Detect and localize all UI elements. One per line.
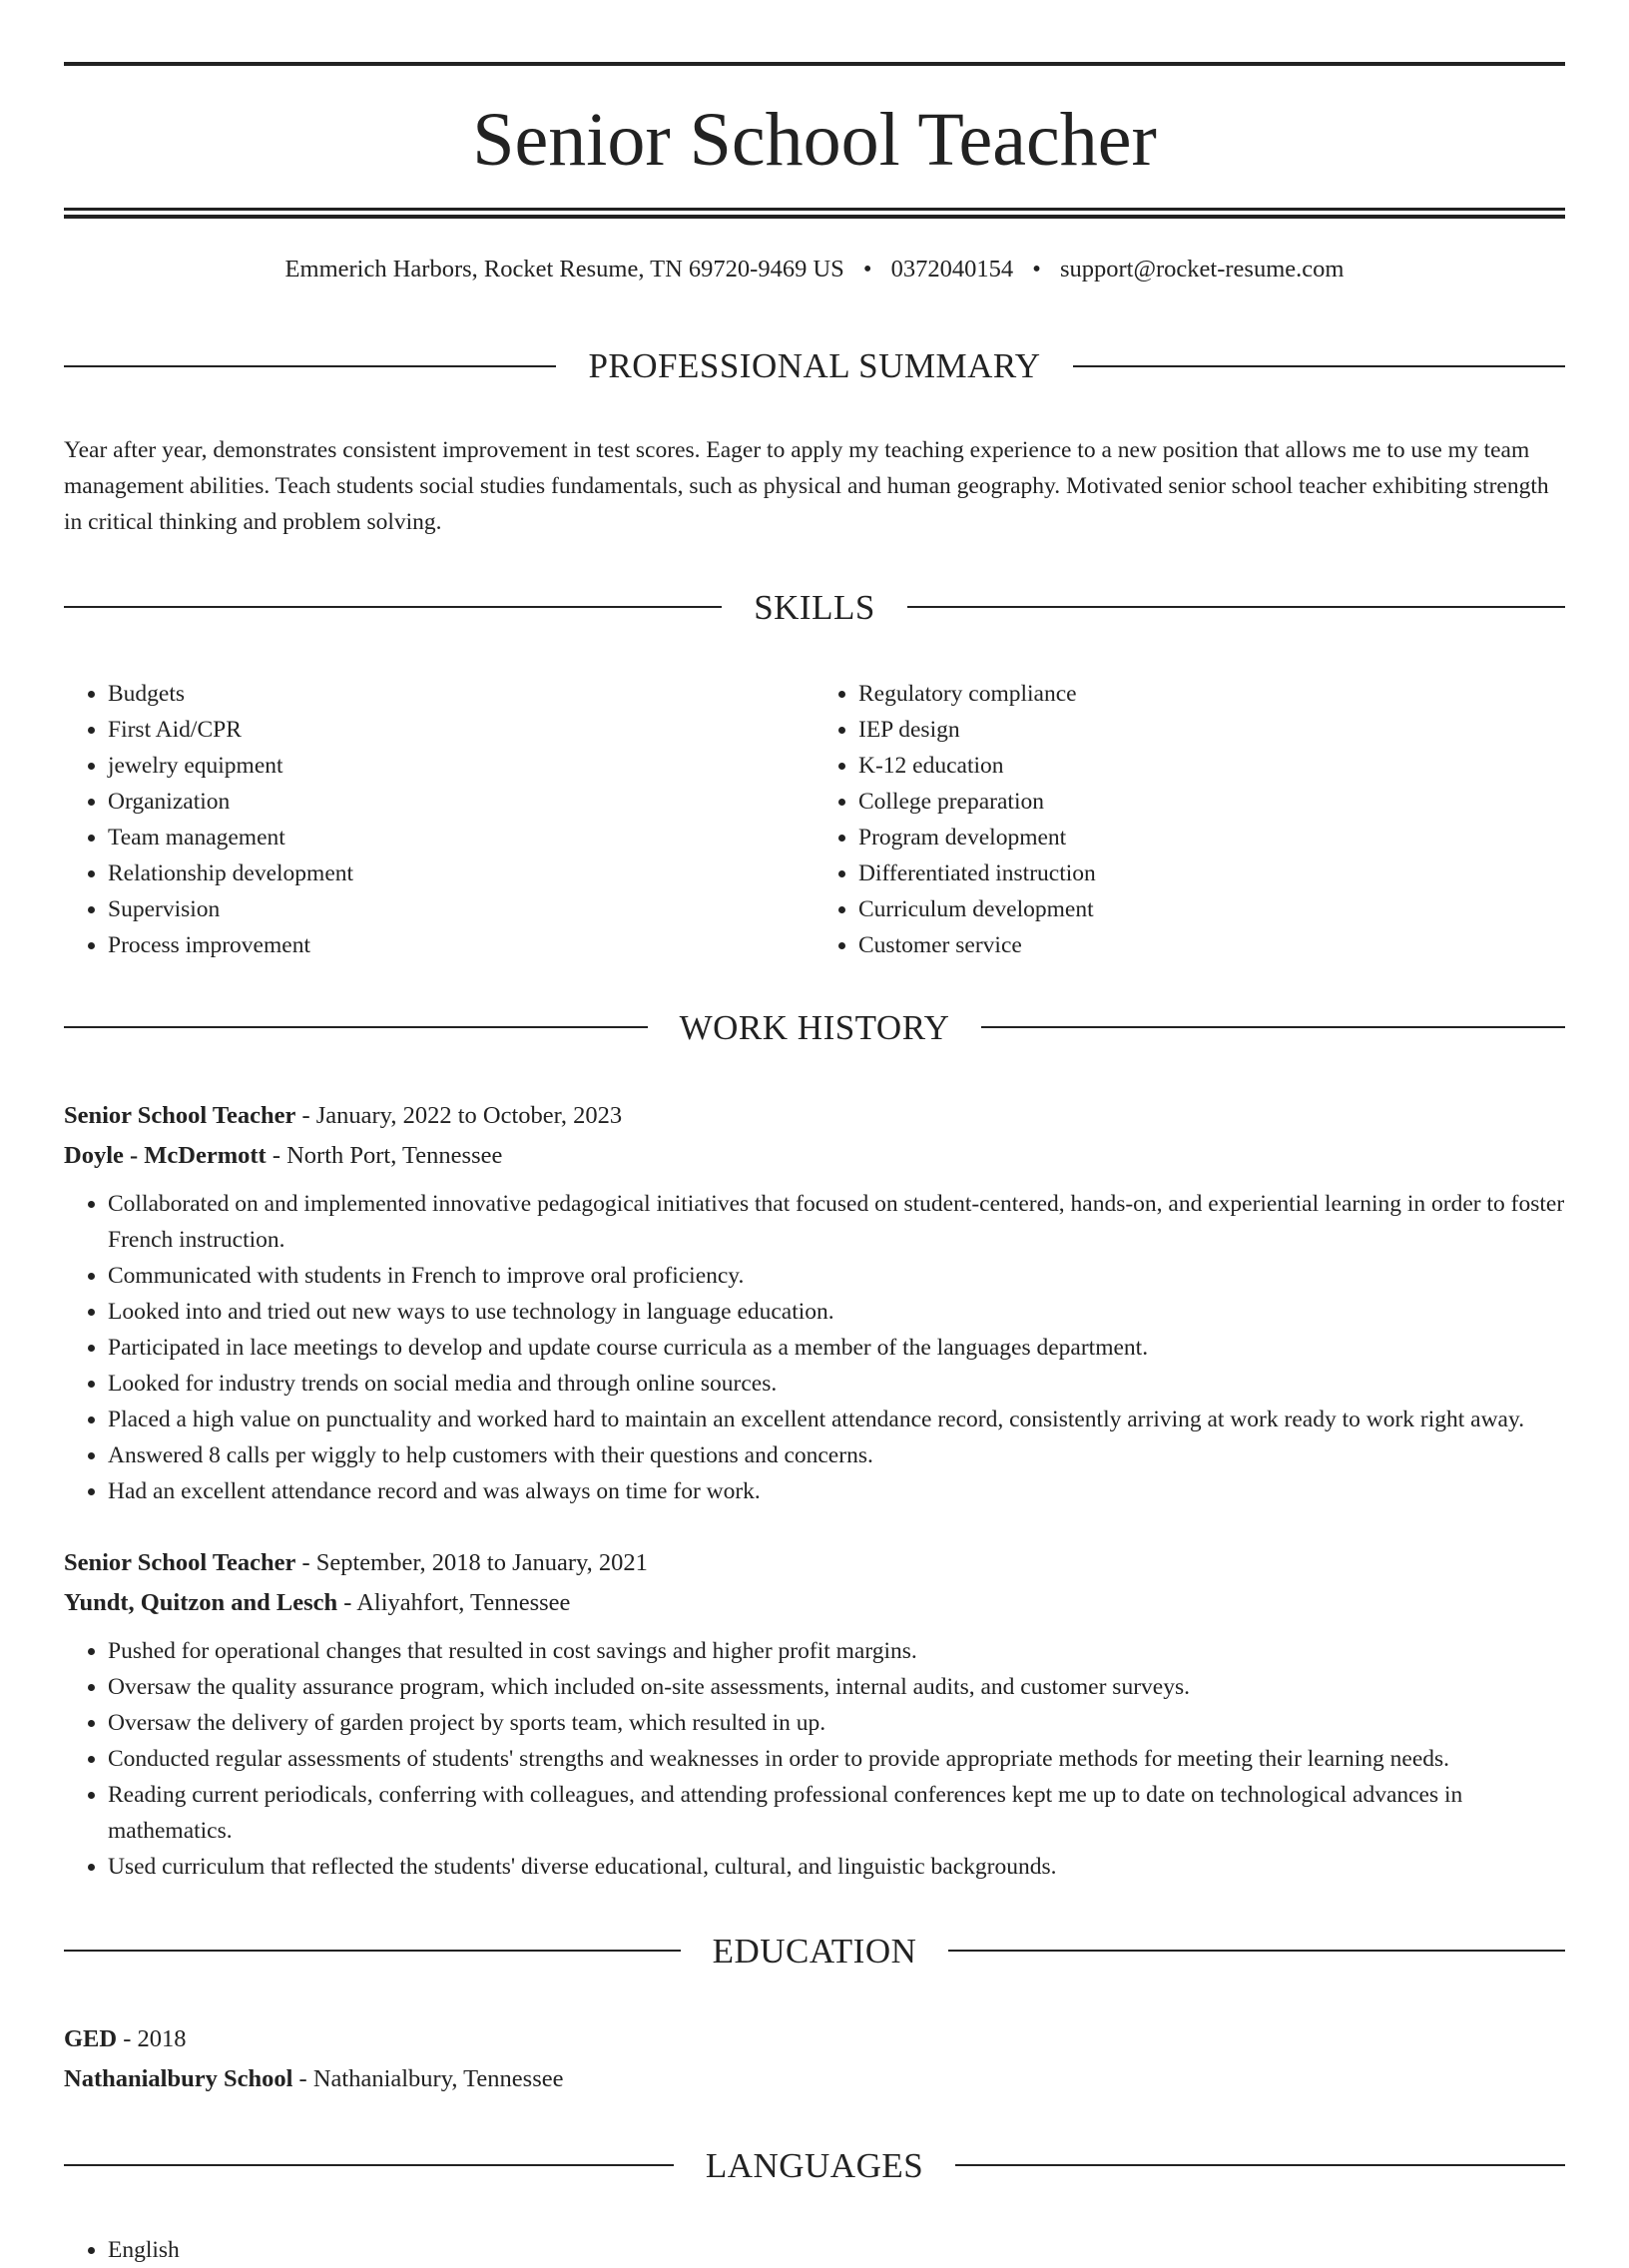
job-bullet: • Collaborated on and implemented innovative pedagogical initiatives that focused on student-centered, hands-on, and experiential learning in order to foster French instruction.	[108, 1186, 1565, 1258]
contact-separator: •	[1032, 256, 1041, 283]
education-school: Nathanialbury School	[64, 2064, 293, 2092]
skills-list	[64, 676, 1565, 963]
job-title-line	[64, 1096, 1565, 1136]
heading-rule	[64, 606, 722, 608]
skill-item: • Regulatory compliance	[858, 676, 1565, 712]
heading-rule	[1073, 365, 1565, 367]
job-bullet: • Looked for industry trends on social media and through online sources.	[108, 1366, 1565, 1402]
skills-heading	[64, 560, 1565, 653]
education-heading-text: EDUCATION	[712, 1931, 917, 1971]
heading-rule	[981, 1026, 1565, 1028]
summary-heading-text: PROFESSIONAL SUMMARY	[588, 346, 1041, 386]
heading-rule	[955, 2164, 1565, 2166]
skill-item: • Differentiated instruction	[858, 855, 1565, 891]
skill-item: • jewelry equipment	[108, 748, 814, 784]
job-company-line	[64, 1136, 1565, 1176]
contact-line	[64, 255, 1565, 284]
heading-rule	[64, 2164, 674, 2166]
skills-column-left	[64, 676, 814, 963]
contact-phone: 0372040154	[890, 256, 1014, 283]
summary-heading	[64, 319, 1565, 412]
job-bullet: • Answered 8 calls per wiggly to help customers with their questions and concerns.	[108, 1437, 1565, 1473]
skill-item: • K-12 education	[858, 748, 1565, 784]
heading-rule	[64, 1026, 648, 1028]
job-company: Yundt, Quitzon and Lesch	[64, 1588, 338, 1616]
skill-item: • Process improvement	[108, 927, 814, 963]
skill-item: • First Aid/CPR	[108, 712, 814, 748]
job-entry	[64, 1543, 1565, 1885]
summary-text: Year after year, demonstrates consistent improvement in test scores. Eager to apply my teaching experience to a new position that allows me to use my team management abilities. Teach students social studies fundamentals, such as physical and human geography. Motivated senior school teacher exhibiting strength in critical thinking and problem solving.	[64, 437, 1549, 536]
job-company-line	[64, 1583, 1565, 1623]
heading-rule	[64, 365, 556, 367]
skill-item: • Relationship development	[108, 855, 814, 891]
job-bullet: • Conducted regular assessments of students' strengths and weaknesses in order to provide appropriate methods for meeting their learning needs.	[108, 1741, 1565, 1777]
resume-title: Senior School Teacher	[472, 98, 1157, 182]
education-degree: GED	[64, 2024, 118, 2052]
contact-address: Emmerich Harbors, Rocket Resume, TN 69720-9469 US	[284, 256, 844, 283]
job-bullet: • Placed a high value on punctuality and worked hard to maintain an excellent attendance record, consistently arriving at work ready to work right away.	[108, 1402, 1565, 1437]
education-heading	[64, 1905, 1565, 1997]
contact-separator: •	[862, 256, 872, 283]
skill-item: • Curriculum development	[858, 891, 1565, 927]
job-location: - North Port, Tennessee	[266, 1141, 503, 1169]
work-heading-text: WORK HISTORY	[679, 1007, 950, 1047]
job-bullet: • Pushed for operational changes that resulted in cost savings and higher profit margins.	[108, 1633, 1565, 1669]
education-entry	[64, 2019, 1565, 2099]
skill-item: • College preparation	[858, 784, 1565, 820]
skill-item: • Program development	[858, 820, 1565, 855]
heading-rule	[64, 1950, 681, 1952]
double-rule	[64, 208, 1565, 219]
contact-email: support@rocket-resume.com	[1059, 256, 1345, 283]
job-title: Senior School Teacher	[64, 1548, 296, 1576]
job-bullet: • Had an excellent attendance record and was always on time for work.	[108, 1473, 1565, 1509]
job-location: - Aliyahfort, Tennessee	[337, 1588, 571, 1616]
skills-column-right	[814, 676, 1565, 963]
job-bullet: • Communicated with students in French to improve oral proficiency.	[108, 1258, 1565, 1294]
job-bullets	[64, 1633, 1565, 1885]
job-title-line	[64, 1543, 1565, 1583]
skills-heading-text: SKILLS	[754, 587, 875, 627]
job-dates: - September, 2018 to January, 2021	[295, 1548, 648, 1576]
job-company: Doyle - McDermott	[64, 1141, 267, 1169]
skill-item: • IEP design	[858, 712, 1565, 748]
job-bullet: • Reading current periodicals, conferring with colleagues, and attending professional conferences kept me up to date on technological advances in mathematics.	[108, 1777, 1565, 1849]
skill-item: • Budgets	[108, 676, 814, 712]
education-year: - 2018	[117, 2024, 187, 2052]
work-heading	[64, 981, 1565, 1074]
job-entry	[64, 1096, 1565, 1509]
job-dates: - January, 2022 to October, 2023	[295, 1101, 623, 1129]
job-bullet: • Used curriculum that reflected the students' diverse educational, cultural, and linguistic backgrounds.	[108, 1849, 1565, 1885]
job-bullet: • Oversaw the quality assurance program, which included on-site assessments, internal audits, and customer surveys.	[108, 1669, 1565, 1705]
skill-item: • Team management	[108, 820, 814, 855]
heading-rule	[948, 1950, 1565, 1952]
job-bullet: • Oversaw the delivery of garden project by sports team, which resulted in up.	[108, 1705, 1565, 1741]
language-item: • English	[108, 2232, 1565, 2268]
languages-heading	[64, 2119, 1565, 2212]
skill-item: • Supervision	[108, 891, 814, 927]
languages-heading-text: LANGUAGES	[705, 2145, 924, 2185]
heading-rule	[907, 606, 1565, 608]
job-bullet: • Looked into and tried out new ways to use technology in language education.	[108, 1294, 1565, 1330]
education-location: - Nathanialbury, Tennessee	[292, 2064, 564, 2092]
education-school-line	[64, 2059, 1565, 2099]
job-title: Senior School Teacher	[64, 1101, 296, 1129]
job-bullets	[64, 1186, 1565, 1509]
languages-list	[64, 2232, 1565, 2268]
top-rule	[64, 62, 1565, 66]
job-bullet: • Participated in lace meetings to develop and update course curricula as a member of the languages department.	[108, 1330, 1565, 1366]
skill-item: • Customer service	[858, 927, 1565, 963]
education-degree-line	[64, 2019, 1565, 2059]
skill-item: • Organization	[108, 784, 814, 820]
